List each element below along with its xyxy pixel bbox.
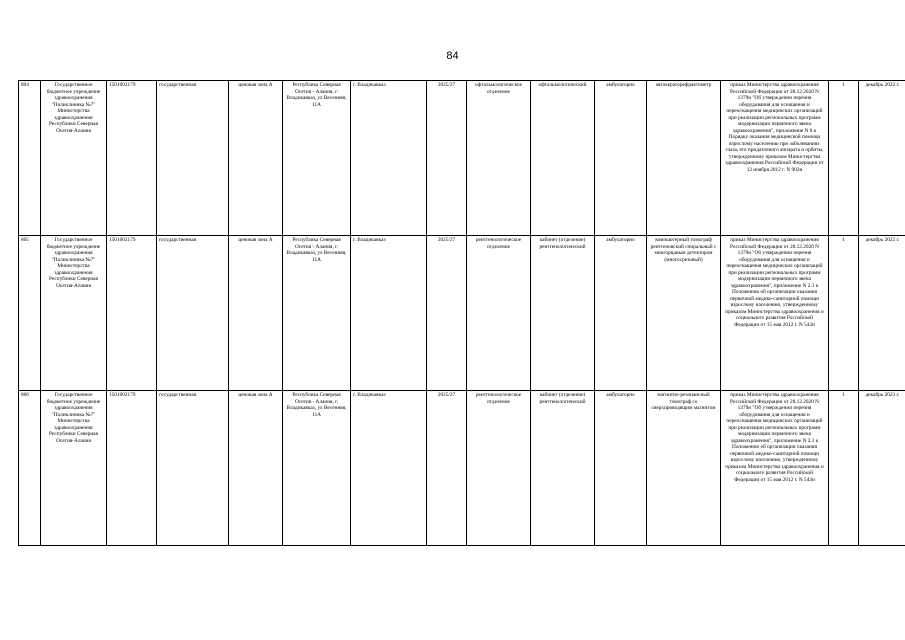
- address-cell: Республика Северная Осетия - Алания, г. Владикавказ, ул Весенняя, 11А: [283, 391, 351, 546]
- delivery-date-cell: декабрь 2023 г.: [859, 391, 905, 546]
- table-row: [19, 236, 905, 391]
- price-zone-cell: ценовая зона А: [229, 81, 283, 236]
- ownership-cell: государственная: [157, 391, 229, 546]
- delivery-date-cell: декабрь 2022 г.: [859, 236, 905, 391]
- row-number-cell: 806: [19, 391, 41, 546]
- row-number-cell: 805: [19, 236, 41, 391]
- legal-basis-cell: приказ Министерства здравоохранения Российской Федерации от 28.12.2020 N 1379н "Об утверждении перечня оборудования для оснащения и переоснащения медицинских организаций при реализации региональных программ модернизации первичного звена здравоохранения", приложение N 8 к Порядку оказания медицинской помощи взрослому населению при заболеваниях глаза, его придаточного аппарата и орбиты, утвержденному приказом Министерства здравоохранения Российской Федерации от 12 ноября 2012 г. N 902н: [721, 81, 829, 236]
- settlement-cell: г. Владикавказ: [351, 81, 427, 236]
- care-condition-cell: амбулаторно: [595, 236, 647, 391]
- department-cell: рентгенологическое отделение: [467, 391, 531, 546]
- year-cell: 2025/27: [427, 236, 467, 391]
- equipment-register-table: [18, 80, 905, 546]
- legal-basis-cell: приказ Министерства здравоохранения Российской Федерации от 28.12.2020 N 1379н "Об утверждении перечня оборудования для оснащения и переоснащения медицинских организаций при реализации региональных программ модернизации первичного звена здравоохранения", приложение N 2.1 к Положению об организации оказания первичной медико-санитарной помощи взрослому населению, утвержденному приказом Министерства здравоохранения и социального развития Российской Федерации от 15 мая 2012 г. N 543н: [721, 391, 829, 546]
- quantity-cell: 1: [829, 391, 859, 546]
- care-condition-cell: амбулаторно: [595, 81, 647, 236]
- legal-basis-cell: приказ Министерства здравоохранения Российской Федерации от 28.12.2020 N 1379н "Об утверждении перечня оборудования для оснащения и переоснащения медицинских организаций при реализации региональных программ модернизации первичного звена здравоохранения", приложение N 2.1 к Положению об организации оказания первичной медико-санитарной помощи взрослому населению, утвержденному приказом Министерства здравоохранения и социального развития Российской Федерации от 15 мая 2012 г. N 543н: [721, 236, 829, 391]
- quantity-cell: 1: [829, 236, 859, 391]
- department-cell: офтальмологическое отделение: [467, 81, 531, 236]
- address-cell: Республика Северная Осетия - Алания, г. Владикавказ, ул Весенняя, 11А: [283, 81, 351, 236]
- cabinet-cell: офтальмологический: [531, 81, 595, 236]
- table-row: [19, 81, 905, 236]
- address-cell: Республика Северная Осетия - Алания, г. Владикавказ, ул Весенняя, 11А: [283, 236, 351, 391]
- ownership-cell: государственная: [157, 236, 229, 391]
- year-cell: 2025/27: [427, 81, 467, 236]
- row-number-cell: 804: [19, 81, 41, 236]
- equipment-cell: компьютерный томограф рентгеновский спиральный с многорядным детектором (многосрезовый): [647, 236, 721, 391]
- organization-cell: Государственное бюджетное учреждение здравоохранения "Поликлиника №7" Министерства здравоохранения Республики Северная Осетия-Алания: [41, 391, 107, 546]
- price-zone-cell: ценовая зона А: [229, 391, 283, 546]
- cabinet-cell: кабинет (отделение) рентгенологический: [531, 391, 595, 546]
- cabinet-cell: кабинет (отделение) рентгенологический: [531, 236, 595, 391]
- organization-cell: Государственное бюджетное учреждение здравоохранения "Поликлиника №7" Министерства здравоохранения Республики Северная Осетия-Алания: [41, 81, 107, 236]
- equipment-cell: магнитно-резонансный томограф со сверхпроводящим магнитом: [647, 391, 721, 546]
- settlement-cell: г. Владикавказ: [351, 391, 427, 546]
- inn-cell: 1501002179: [107, 236, 157, 391]
- delivery-date-cell: декабрь 2022 г.: [859, 81, 905, 236]
- quantity-cell: 1: [829, 81, 859, 236]
- table-row: [19, 391, 905, 546]
- inn-cell: 1501002179: [107, 81, 157, 236]
- department-cell: рентгенологическое отделение: [467, 236, 531, 391]
- inn-cell: 1501002179: [107, 391, 157, 546]
- page-number: 84: [446, 50, 459, 62]
- price-zone-cell: ценовая зона А: [229, 236, 283, 391]
- year-cell: 2025/27: [427, 391, 467, 546]
- organization-cell: Государственное бюджетное учреждение здравоохранения "Поликлиника №7" Министерства здравоохранения Республики Северная Осетия-Алания: [41, 236, 107, 391]
- ownership-cell: государственная: [157, 81, 229, 236]
- equipment-cell: автокераторефрактометр: [647, 81, 721, 236]
- care-condition-cell: амбулаторно: [595, 391, 647, 546]
- settlement-cell: г. Владикавказ: [351, 236, 427, 391]
